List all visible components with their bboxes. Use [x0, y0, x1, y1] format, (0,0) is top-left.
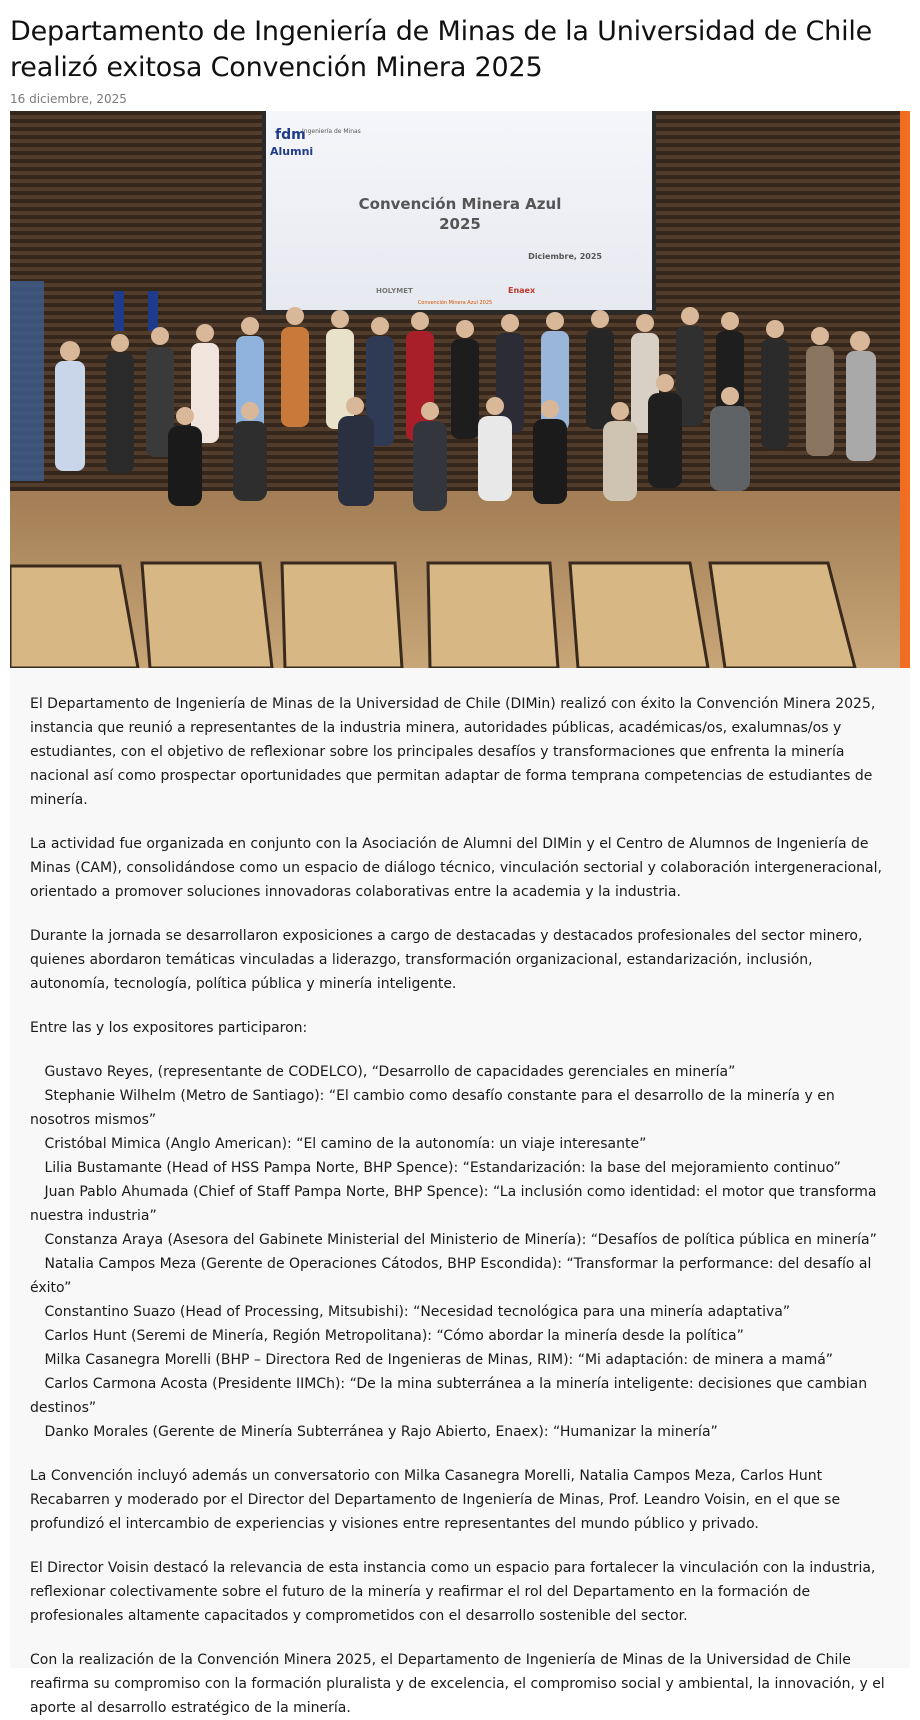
paragraph-intro: El Departamento de Ingeniería de Minas de la Universidad de Chile (DIMin) realizó con éxito la Convención Minera 2025, instancia que reunió a representantes de la industria minera, autoridades públicas, académicas/os, exalumnas/os y estudiantes, con el objetivo de reflexionar sobre los principales desafíos y transformaciones que enfrenta la minería nacional así como prospectar oportunidades que permitan adaptar de forma temprana competencias de estudiantes de minería. [30, 696, 876, 808]
screen-sponsor-2: Enaex [508, 286, 536, 295]
paragraph-director: El Director Voisin destacó la relevancia de esta instancia como un espacio para fortalecer la vinculación con la industria, reflexionar colectivamente sobre el futuro de la minería y reafirmar el rol del Departamento en la formación de profesionales altamente capacitados y comprometidos con el desarrollo sostenible del sector. [30, 1560, 876, 1624]
list-item: Carlos Carmona Acosta (Presidente IIMCh): “De la mina subterránea a la minería inteligente: decisiones que cambian destinos” [30, 1376, 868, 1416]
screen-logo: fdm [275, 127, 306, 143]
paragraph-speakers-intro: Entre las y los expositores participaron: [30, 1020, 308, 1036]
list-item: Constantino Suazo (Head of Processing, Mitsubishi): “Necesidad tecnológica para una minería adaptativa” [44, 1304, 791, 1320]
paragraph-exhibitions: Durante la jornada se desarrollaron exposiciones a cargo de destacadas y destacados profesionales del sector minero, quienes abordaron temáticas vinculadas a liderazgo, transformación organizacional, estandarización, inclusión, autonomía, tecnología, política pública y minería inteligente. [30, 928, 863, 992]
list-item: Natalia Campos Meza (Gerente de Operaciones Cátodos, BHP Escondida): “Transformar la performance: del desafío al éxito” [30, 1256, 872, 1296]
screen-alumni: Alumni [270, 145, 314, 158]
screen-sponsor-1: HOLYMET [376, 287, 413, 295]
paragraph-conversation: La Convención incluyó además un conversatorio con Milka Casanegra Morelli, Natalia Campos Meza, Carlos Hunt Recabarren y moderado por el Director del Departamento de Ingeniería de Minas, Prof. Leandro Voisin, en el que se profundizó el intercambio de experiencias y visiones entre representantes del mundo público y privado. [30, 1468, 841, 1532]
list-item: Carlos Hunt (Seremi de Minería, Región Metropolitana): “Cómo abordar la minería desde la política” [44, 1328, 744, 1344]
list-item: Constanza Araya (Asesora del Gabinete Ministerial del Ministerio de Minería): “Desafíos de política pública en minería” [44, 1232, 877, 1248]
screen-date: Diciembre, 2025 [528, 252, 602, 261]
list-item: Danko Morales (Gerente de Minería Subterránea y Rajo Abierto, Enaex): “Humanizar la minería” [44, 1424, 718, 1440]
list-item: Milka Casanegra Morelli (BHP – Directora Red de Ingenieras de Minas, RIM): “Mi adaptación: de minera a mamá” [44, 1352, 834, 1368]
accent-bar [900, 111, 910, 671]
screen-footer: Convención Minera Azul 2025 [417, 300, 493, 306]
speakers-list [30, 1060, 890, 1444]
paragraph-organization: La actividad fue organizada en conjunto con la Asociación de Alumni del DIMin y el Centro de Alumnos de Ingeniería de Minas (CAM), consolidándose como un espacio de diálogo técnico, vinculación sectorial y colaboración intergeneracional, orientado a promover soluciones innovadoras colaborativas entre la academia y la industria. [30, 836, 882, 900]
article-title: Departamento de Ingeniería de Minas de la Universidad de Chile realizó exitosa Convención Minera 2025 [10, 16, 873, 83]
list-item: Juan Pablo Ahumada (Chief of Staff Pampa Norte, BHP Spence): “La inclusión como identidad: el motor que transforma nuestra industria” [30, 1184, 877, 1224]
article-date: 16 diciembre, 2025 [10, 92, 127, 106]
screen-logo-sub: Ingeniería de Minas [302, 128, 361, 135]
list-item: Gustavo Reyes, (representante de CODELCO), “Desarrollo de capacidades gerenciales en minería” [44, 1064, 736, 1080]
list-item: Lilia Bustamante (Head of HSS Pampa Norte, BHP Spence): “Estandarización: la base del mejoramiento continuo” [44, 1160, 841, 1176]
group-photo [10, 111, 900, 668]
screen-title-line1: Convención Minera Azul [358, 195, 562, 213]
list-item: Cristóbal Mimica (Anglo American): “El camino de la autonomía: un viaje interesante” [44, 1136, 647, 1152]
list-item: Stephanie Wilhelm (Metro de Santiago): “El cambio como desafío constante para el desarrollo de la minería y en nosotros mismos” [30, 1088, 835, 1128]
article-body [10, 668, 910, 1716]
screen-title-line2: 2025 [439, 215, 481, 233]
paragraph-conclusion: Con la realización de la Convención Minera 2025, el Departamento de Ingeniería de Minas de la Universidad de Chile reafirma su compromiso con la formación pluralista y de excelencia, el compromiso social y ambiental, la innovación, y el aporte al desarrollo estratégico de la minería. [30, 1652, 885, 1716]
